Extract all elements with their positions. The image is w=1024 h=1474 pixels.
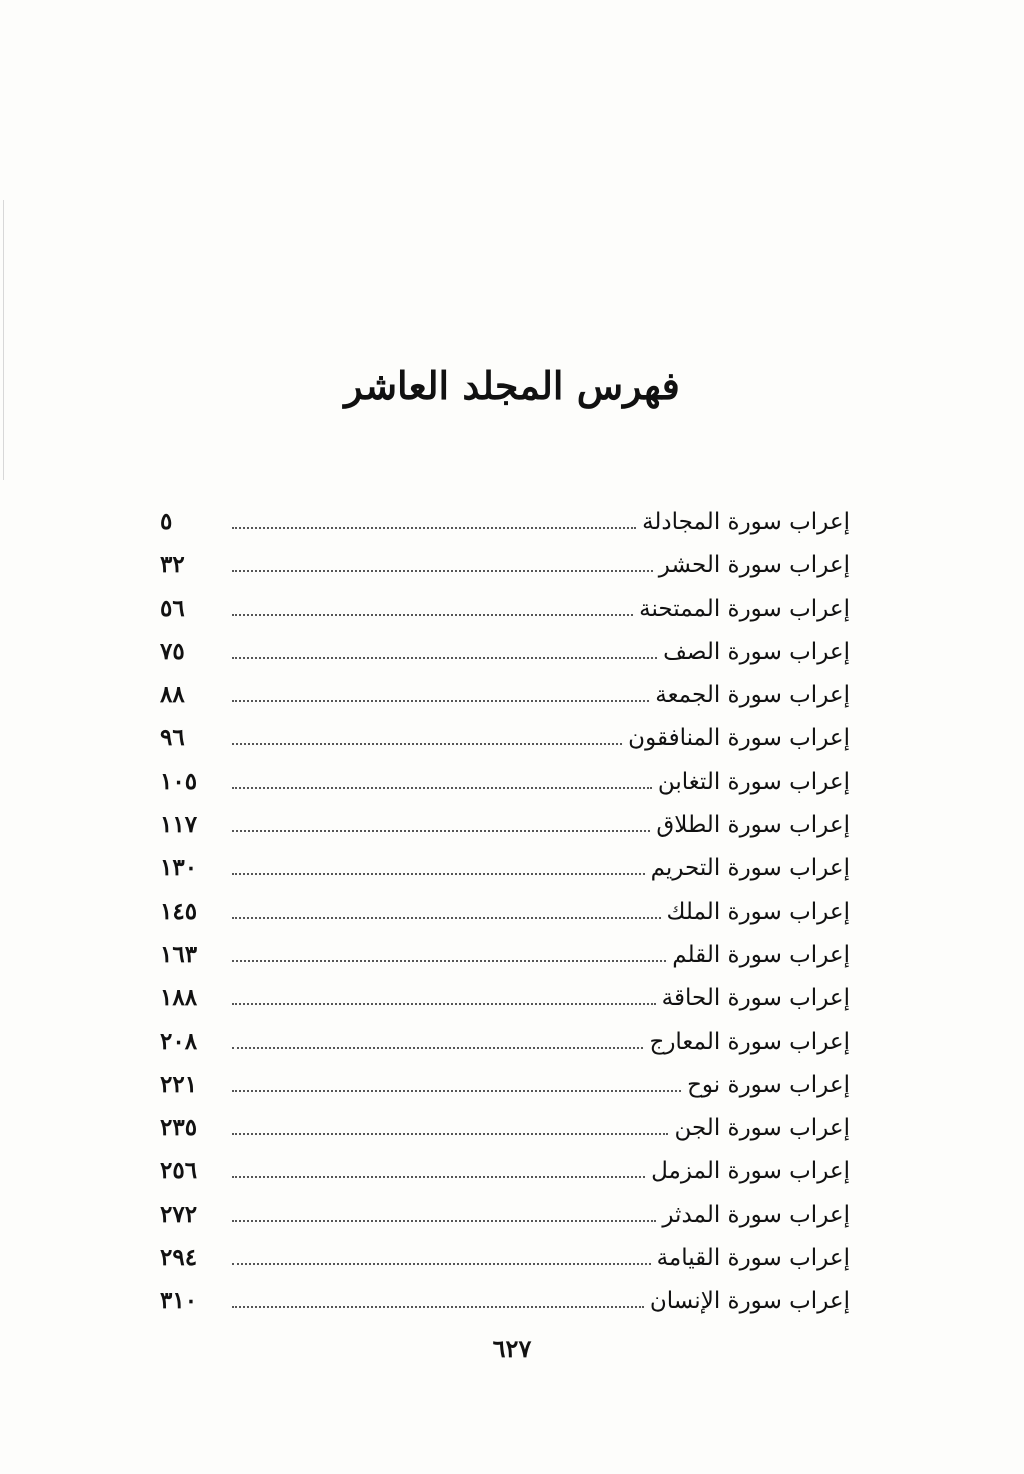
toc-entry-page: ٩٦ <box>160 724 185 752</box>
toc-entry-label: إعراب سورة المجادلة <box>642 509 850 535</box>
toc-entry-1[interactable] <box>160 500 850 543</box>
toc-entry-label: إعراب سورة القيامة <box>656 1245 850 1272</box>
toc-entry-6[interactable] <box>160 716 850 759</box>
scan-margin-line <box>3 200 4 480</box>
dot-leader <box>232 1219 656 1222</box>
dot-leader <box>232 829 650 832</box>
dot-leader <box>232 1262 651 1265</box>
toc-entry-label: إعراب سورة الصف <box>663 638 850 665</box>
toc-entry-18[interactable] <box>160 1236 850 1279</box>
toc-entry-label: إعراب سورة التغابن <box>657 768 850 795</box>
toc-entry-13[interactable] <box>160 1020 850 1063</box>
dot-leader <box>232 872 645 875</box>
dot-leader <box>232 959 666 962</box>
toc-entry-page: ٢٠٨ <box>160 1027 198 1055</box>
toc-entry-8[interactable] <box>160 803 850 846</box>
dot-leader <box>232 1132 668 1135</box>
toc-entry-label: إعراب سورة الجن <box>674 1115 850 1142</box>
page-number: ٦٢٧ <box>492 1334 532 1363</box>
table-of-contents <box>160 500 850 1323</box>
toc-entry-label: إعراب سورة الممتحنة <box>639 595 850 622</box>
dot-leader <box>232 1089 681 1092</box>
toc-entry-page: ١٨٨ <box>160 984 198 1012</box>
toc-entry-page: ٢٩٤ <box>160 1244 198 1272</box>
toc-entry-label: إعراب سورة المدثر <box>662 1201 850 1228</box>
dot-leader <box>232 786 652 789</box>
toc-entry-page: ١٠٥ <box>160 767 198 795</box>
dot-leader <box>232 1002 656 1005</box>
toc-entry-label: إعراب سورة التحريم <box>650 855 850 882</box>
toc-entry-page: ٥ <box>160 508 173 535</box>
toc-entry-2[interactable] <box>160 543 850 586</box>
toc-entry-page: ٣٢ <box>160 551 185 579</box>
toc-entry-12[interactable] <box>160 976 850 1019</box>
toc-entry-16[interactable] <box>160 1149 850 1192</box>
toc-entry-page: ٥٦ <box>160 594 185 622</box>
toc-entry-label: إعراب سورة المزمل <box>651 1158 850 1185</box>
toc-entry-label: إعراب سورة الطلاق <box>656 812 850 839</box>
dot-leader <box>232 916 661 919</box>
page-title: فهرس المجلد العاشر <box>344 363 680 408</box>
toc-entry-page: ٨٨ <box>160 681 185 709</box>
toc-entry-4[interactable] <box>160 630 850 673</box>
dot-leader <box>232 1046 643 1049</box>
toc-entry-label: إعراب سورة المنافقون <box>628 725 850 752</box>
toc-entry-page: ٧٥ <box>160 637 185 665</box>
toc-entry-page: ١٣٠ <box>160 854 198 882</box>
toc-entry-10[interactable] <box>160 890 850 933</box>
toc-entry-9[interactable] <box>160 846 850 889</box>
toc-entry-11[interactable] <box>160 933 850 976</box>
toc-entry-page: ١٦٣ <box>160 940 198 968</box>
toc-entry-5[interactable] <box>160 673 850 716</box>
toc-entry-label: إعراب سورة الملك <box>666 898 850 925</box>
toc-entry-19[interactable] <box>160 1279 850 1322</box>
toc-entry-page: ٢٣٥ <box>160 1114 198 1142</box>
dot-leader <box>232 613 633 616</box>
dot-leader <box>232 656 657 659</box>
toc-entry-label: إعراب سورة الإنسان <box>649 1288 850 1315</box>
dot-leader <box>232 526 636 529</box>
dot-leader <box>232 699 649 702</box>
toc-entry-page: ١٤٥ <box>160 897 198 925</box>
dot-leader <box>232 742 622 745</box>
toc-entry-15[interactable] <box>160 1106 850 1149</box>
toc-entry-label: إعراب سورة المعارج <box>649 1028 850 1055</box>
toc-entry-14[interactable] <box>160 1063 850 1106</box>
toc-entry-label: إعراب سورة القلم <box>672 941 850 968</box>
dot-leader <box>232 1305 644 1308</box>
toc-entry-page: ٢٢١ <box>160 1070 198 1098</box>
toc-entry-17[interactable] <box>160 1193 850 1236</box>
toc-entry-page: ٢٥٦ <box>160 1157 198 1185</box>
toc-entry-page: ١١٧ <box>160 811 198 839</box>
toc-entry-label: إعراب سورة الحشر <box>658 552 850 579</box>
toc-entry-label: إعراب سورة الحاقة <box>661 985 850 1012</box>
toc-entry-page: ٣١٠ <box>160 1287 198 1315</box>
dot-leader <box>232 1175 645 1178</box>
dot-leader <box>232 569 653 572</box>
toc-entry-page: ٢٧٢ <box>160 1200 198 1228</box>
toc-entry-label: إعراب سورة الجمعة <box>655 682 850 709</box>
toc-entry-7[interactable] <box>160 760 850 803</box>
toc-entry-label: إعراب سورة نوح <box>687 1071 850 1098</box>
toc-entry-3[interactable] <box>160 587 850 630</box>
